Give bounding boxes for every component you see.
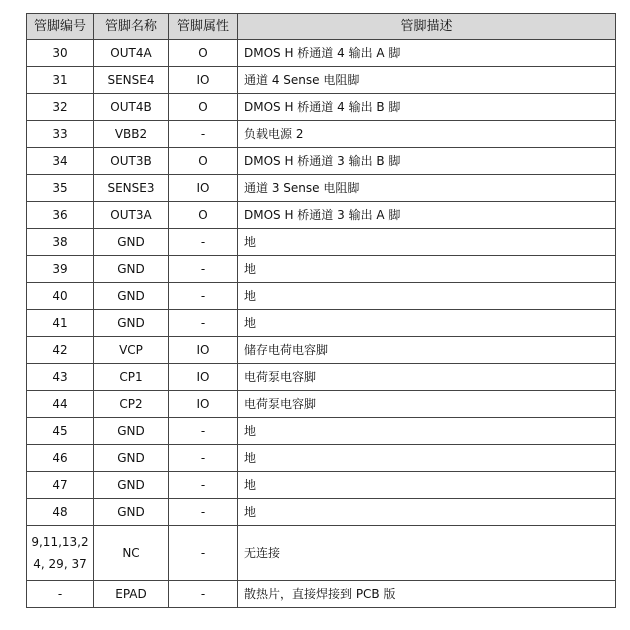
pin-attribute-cell: IO xyxy=(169,337,238,364)
header-pin-attribute: 管脚属性 xyxy=(169,14,238,40)
pin-name-cell: NC xyxy=(94,526,169,581)
pin-name-cell: OUT3A xyxy=(94,202,169,229)
pin-attribute-cell: IO xyxy=(169,175,238,202)
pin-attribute-cell: - xyxy=(169,283,238,310)
pin-attribute-cell: O xyxy=(169,40,238,67)
pin-name-cell: VCP xyxy=(94,337,169,364)
pin-number-cell: 47 xyxy=(27,472,94,499)
table-row xyxy=(27,472,616,499)
pin-name-cell: GND xyxy=(94,445,169,472)
pin-number-cell: 45 xyxy=(27,418,94,445)
pin-description-cell: DMOS H 桥通道 4 输出 B 脚 xyxy=(238,94,616,121)
pin-number-cell: 38 xyxy=(27,229,94,256)
table-row xyxy=(27,581,616,608)
pin-name-cell: CP2 xyxy=(94,391,169,418)
pin-number-cell: 35 xyxy=(27,175,94,202)
pin-number-cell: 31 xyxy=(27,67,94,94)
pin-description-cell: 地 xyxy=(238,283,616,310)
pin-name-cell: GND xyxy=(94,283,169,310)
pin-attribute-cell: - xyxy=(169,256,238,283)
table-row xyxy=(27,67,616,94)
pin-description-cell: 地 xyxy=(238,445,616,472)
pin-name-cell: SENSE4 xyxy=(94,67,169,94)
table-row xyxy=(27,337,616,364)
pin-name-cell: SENSE3 xyxy=(94,175,169,202)
table-row xyxy=(27,310,616,337)
pin-name-cell: CP1 xyxy=(94,364,169,391)
table-row xyxy=(27,40,616,67)
pin-number-cell: 32 xyxy=(27,94,94,121)
pin-name-cell: OUT3B xyxy=(94,148,169,175)
pin-description-cell: 地 xyxy=(238,499,616,526)
pin-attribute-cell: O xyxy=(169,148,238,175)
pin-attribute-cell: IO xyxy=(169,391,238,418)
pin-description-cell: 通道 4 Sense 电阻脚 xyxy=(238,67,616,94)
pin-description-cell: 负载电源 2 xyxy=(238,121,616,148)
pin-number-cell: 33 xyxy=(27,121,94,148)
pin-attribute-cell: - xyxy=(169,581,238,608)
table-header-row xyxy=(27,14,616,40)
pin-description-cell: 地 xyxy=(238,472,616,499)
pin-description-cell: 无连接 xyxy=(238,526,616,581)
pin-number-cell: 39 xyxy=(27,256,94,283)
pin-name-cell: GND xyxy=(94,310,169,337)
pin-attribute-cell: - xyxy=(169,418,238,445)
pin-number-cell: 34 xyxy=(27,148,94,175)
pin-name-cell: OUT4A xyxy=(94,40,169,67)
pin-number-cell: 30 xyxy=(27,40,94,67)
pin-attribute-cell: - xyxy=(169,121,238,148)
table-row xyxy=(27,364,616,391)
pin-number-cell: 46 xyxy=(27,445,94,472)
table-row xyxy=(27,445,616,472)
pin-number-cell: 40 xyxy=(27,283,94,310)
pin-name-cell: EPAD xyxy=(94,581,169,608)
pin-attribute-cell: - xyxy=(169,499,238,526)
pin-number-cell: 42 xyxy=(27,337,94,364)
pin-name-cell: GND xyxy=(94,256,169,283)
pin-description-cell: 电荷泵电容脚 xyxy=(238,364,616,391)
pin-number-cell: 44 xyxy=(27,391,94,418)
pin-description-cell: DMOS H 桥通道 3 输出 B 脚 xyxy=(238,148,616,175)
pin-description-cell: DMOS H 桥通道 3 输出 A 脚 xyxy=(238,202,616,229)
table-row xyxy=(27,526,616,581)
pin-description-cell: 电荷泵电容脚 xyxy=(238,391,616,418)
pin-number-cell: 48 xyxy=(27,499,94,526)
pin-attribute-cell: IO xyxy=(169,364,238,391)
pin-name-cell: GND xyxy=(94,499,169,526)
table-row xyxy=(27,148,616,175)
header-pin-name: 管脚名称 xyxy=(94,14,169,40)
pin-number-cell: 9,11,13,24, 29, 37 xyxy=(27,526,94,581)
table-row xyxy=(27,229,616,256)
pin-description-cell: 地 xyxy=(238,310,616,337)
pin-name-cell: GND xyxy=(94,472,169,499)
pin-name-cell: GND xyxy=(94,229,169,256)
pin-description-cell: 储存电荷电容脚 xyxy=(238,337,616,364)
pin-description-cell: 散热片，直接焊接到 PCB 版 xyxy=(238,581,616,608)
pin-number-cell: 43 xyxy=(27,364,94,391)
pin-attribute-cell: IO xyxy=(169,67,238,94)
pin-number-cell: 36 xyxy=(27,202,94,229)
pin-description-table xyxy=(26,13,616,608)
pin-number-cell: - xyxy=(27,581,94,608)
pin-description-cell: 地 xyxy=(238,229,616,256)
pin-attribute-cell: O xyxy=(169,202,238,229)
pin-attribute-cell: O xyxy=(169,94,238,121)
pin-description-cell: 通道 3 Sense 电阻脚 xyxy=(238,175,616,202)
pin-number-cell: 41 xyxy=(27,310,94,337)
pin-name-cell: GND xyxy=(94,418,169,445)
pin-description-cell: 地 xyxy=(238,418,616,445)
table-row xyxy=(27,121,616,148)
pin-attribute-cell: - xyxy=(169,445,238,472)
pin-description-cell: DMOS H 桥通道 4 输出 A 脚 xyxy=(238,40,616,67)
table-row xyxy=(27,256,616,283)
pin-name-cell: VBB2 xyxy=(94,121,169,148)
table-row xyxy=(27,175,616,202)
pin-attribute-cell: - xyxy=(169,472,238,499)
pin-attribute-cell: - xyxy=(169,310,238,337)
pin-attribute-cell: - xyxy=(169,526,238,581)
table-row xyxy=(27,283,616,310)
header-pin-number: 管脚编号 xyxy=(27,14,94,40)
pin-name-cell: OUT4B xyxy=(94,94,169,121)
table-row xyxy=(27,418,616,445)
table-row xyxy=(27,391,616,418)
pin-attribute-cell: - xyxy=(169,229,238,256)
pin-description-cell: 地 xyxy=(238,256,616,283)
table-row xyxy=(27,202,616,229)
table-row xyxy=(27,499,616,526)
header-pin-description: 管脚描述 xyxy=(238,14,616,40)
table-row xyxy=(27,94,616,121)
